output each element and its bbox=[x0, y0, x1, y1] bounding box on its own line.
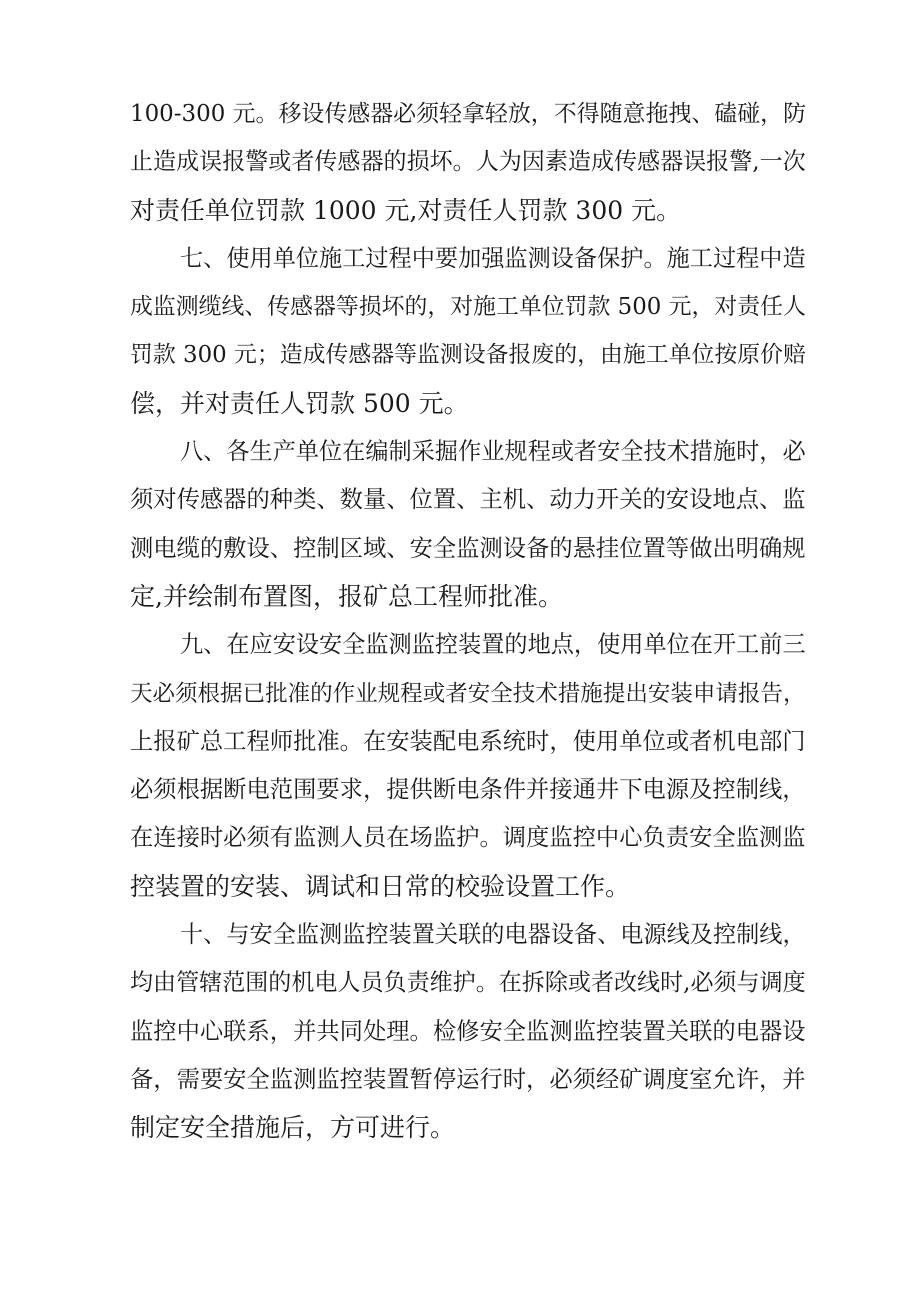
text-line: 成监测缆线、传感器等损坏的，对施工单位罚款 500 元，对责任人 bbox=[130, 294, 806, 321]
paragraph-6-continued bbox=[130, 90, 806, 235]
text-line: 罚款 300 元；造成传感器等监测设备报废的，由施工单位按原价赔 bbox=[130, 342, 806, 369]
text-line: 七、使用单位施工过程中要加强监测设备保护。施工过程中造 bbox=[180, 244, 806, 272]
text-line: 天必须根据已批准的作业规程或者安全技术措施提出安装申请报告， bbox=[130, 680, 806, 707]
text-line: 上报矿总工程师批准。在安装配电系统时，使用单位或者机电部门 bbox=[130, 727, 806, 755]
text-line: 必须根据断电范围要求，提供断电条件并接通井下电源及控制线， bbox=[130, 776, 806, 804]
text-line: 止造成误报警或者传感器的损坏。人为因素造成传感器误报警,一次 bbox=[130, 149, 806, 176]
text-line: 备，需要安全监测监控装置暂停运行时，必须经矿调度室允许，并 bbox=[130, 1065, 806, 1093]
text-line: 须对传感器的种类、数量、位置、主机、动力开关的安设地点、监 bbox=[130, 486, 806, 514]
paragraph-8 bbox=[130, 428, 806, 621]
text-line: 对责任单位罚款 1000 元,对责任人罚款 300 元。 bbox=[130, 195, 682, 225]
paragraph-7 bbox=[130, 235, 806, 428]
text-line: 九、在应安设安全监测监控装置的地点，使用单位在开工前三 bbox=[180, 631, 806, 659]
text-line: 测电缆的敷设、控制区域、安全监测设备的悬挂位置等做出明确规 bbox=[130, 534, 806, 562]
text-line: 均由管辖范围的机电人员负责维护。在拆除或者改线时,必须与调度 bbox=[130, 970, 806, 997]
paragraph-9 bbox=[130, 621, 806, 911]
document-body bbox=[130, 90, 806, 1153]
text-line: 制定安全措施后，方可进行。 bbox=[130, 1113, 456, 1143]
text-line: 偿，并对责任人罚款 500 元。 bbox=[130, 388, 469, 418]
text-line: 八、各生产单位在编制采掘作业规程或者安全技术措施时，必 bbox=[180, 438, 806, 466]
text-line: 监控中心联系，并共同处理。检修安全监测监控装置关联的电器设 bbox=[130, 1017, 806, 1045]
text-line: 控装置的安装、调试和日常的校验设置工作。 bbox=[130, 871, 631, 901]
text-line: 十、与安全监测监控装置关联的电器设备、电源线及控制线， bbox=[180, 921, 806, 949]
paragraph-10 bbox=[130, 911, 806, 1152]
text-line: 100-300 元。移设传感器必须轻拿轻放，不得随意拖拽、磕碰，防 bbox=[130, 101, 807, 127]
text-line: 定,并绘制布置图，报矿总工程师批准。 bbox=[130, 581, 563, 611]
text-line: 在连接时必须有监测人员在场监护。调度监控中心负责安全监测监 bbox=[130, 824, 806, 852]
